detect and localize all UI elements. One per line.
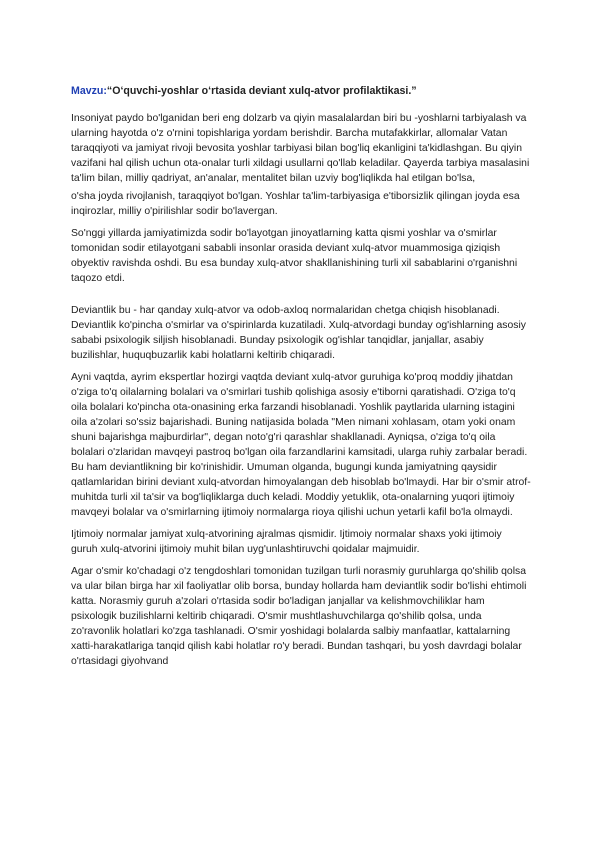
paragraph-2: o'sha joyda rivojlanish, taraqqiyot bo'lgan. Yoshlar ta'lim-tarbiyasiga e'tiborsizlik qilingan joyda esa inqirozlar, milliy o'pirilishlar sodir bo'lavergan. — [71, 191, 520, 217]
document-body — [71, 84, 531, 676]
paragraph-5: Ayni vaqtda, ayrim ekspertlar hozirgi vaqtda deviant xulq-atvor guruhiga ko'proq moddiy jihatdan o'ziga to'q oilalarning bolalari va o'smirlari tushib qolishiga asosiy e'tiborni qaratishadi. O'ziga to'q oila bolalari ko'pincha ota-onasining erka farzandi hisoblanadi. Yoshlik paytlarida ularning istagini oila a'zolari so'ssiz bajarishadi. Buning natijasida bolada "Men nimani xohlasam, otam yoki onam shuni bajarishga majburdirlar", degan noto'g'ri qarashlar shakllanadi. Ayniqsa, o'ziga to'q oila bolalari o'zlaridan mavqeyi pastroq bo'lgan oila farzandlarini kamsitadi, ularga ruhiy zarbalar beradi. Bu ham deviantlikning bir ko'rinishidir. Umuman olganda, bugungi kunda jamiyatning qaysidir qatlamlaridan birini deviant xulq-atvordan himoyalangan deb hisoblab bo'lmaydi. Har bir o'smir atrof-muhitda turli xil ta'sir va bog'liqliklarga duch keladi. Moddiy yetuklik, ota-onalarning yuqori ijtimoiy mavqeyi bolalar va o'smirlarning ijtimoiy normalarga rioya qilishi uchun yetarli kafil bo'la olmaydi. — [71, 372, 531, 518]
document-title — [71, 84, 531, 99]
title-text: “O‘quvchi-yoshlar o‘rtasida deviant xulq-atvor profilaktikasi.” — [106, 85, 417, 97]
paragraph-1: Insoniyat paydo bo'lganidan beri eng dolzarb va qiyin masalalardan biri bu -yoshlarni tarbiyalash va ularning hayotda o'z o'rnini topishlariga yordam berishdir. Barcha mutafakkirlar, allomalar Vatan taraqqiyoti va jamiyat rivoji bevosita yoshlar tarbiyasi bilan bog'liq ekanligini ta'kidlashgan. Bu qiyin vazifani hal qilish uchun ota-onalar turli xildagi usullarni qo'llab keladilar. Qayerda tarbiya masalasini ta'lim bilan, milliy qadriyat, an'analar, mentalitet bilan uzviy bog'liqlikda hal etilgan bo'lsa, — [71, 113, 530, 184]
paragraph-4: Deviantlik bu - har qanday xulq-atvor va odob-axloq normalaridan chetga chiqish hisoblanadi. Deviantlik ko'pincha o'smirlar va o'spirinlarda kuzatiladi. Xulq-atvordagi bunday og'ishlarning asosiy sababi psixologik siljish hisoblanadi. Bunday psixologik og'ishlar tanqidlar, janjallar, asabiy buzilishlar, huquqbuzarlik kabi holatlarni keltirib chiqaradi. — [71, 305, 526, 361]
paragraph-7: Agar o'smir ko'chadagi o'z tengdoshlari tomonidan tuzilgan turli norasmiy guruhlarga qo'shilib qolsa va ular bilan birga har xil faoliyatlar olib borsa, bunday hollarda ham deviantlik sodir bo'lishi ehtimoli katta. Norasmiy guruh a'zolari o'rtasida sodir bo'ladigan janjallar va kelishmovchiliklar ham psixologik buzilishlarni keltirib chiqaradi. O'smir mushtlashuvchilarga qo'shilib qolsa, unda zo'ravonlik holatlari ko'zga tashlanadi. O'smir yoshidagi bolalarda salbiy manfaatlar, kattalarning xatti-harakatlariga tanqid qilish kabi holatlar ro'y beradi. Bundan tashqari, bu yosh davrdagi bolalar o'rtasidagi giyohvand — [71, 566, 527, 667]
paragraph-6: Ijtimoiy normalar jamiyat xulq-atvorining ajralmas qismidir. Ijtimoiy normalar shaxs yoki ijtimoiy guruh xulq-atvorini ijtimoiy muhit bilan uyg'unlashtiruvchi qoidalar majmuidir. — [71, 529, 502, 555]
title-label: Mavzu: — [71, 85, 107, 97]
paragraph-3: So'nggi yillarda jamiyatimizda sodir bo'layotgan jinoyatlarning katta qismi yoshlar va o'smirlar tomonidan sodir etilayotgani sababli insonlar orasida deviant xulq-atvor muammosiga qiziqish obyektiv ravishda oshdi. Bu esa bunday xulq-atvor shakllanishining turli xil sabablarini o'rganishni taqozo etdi. — [71, 228, 518, 284]
